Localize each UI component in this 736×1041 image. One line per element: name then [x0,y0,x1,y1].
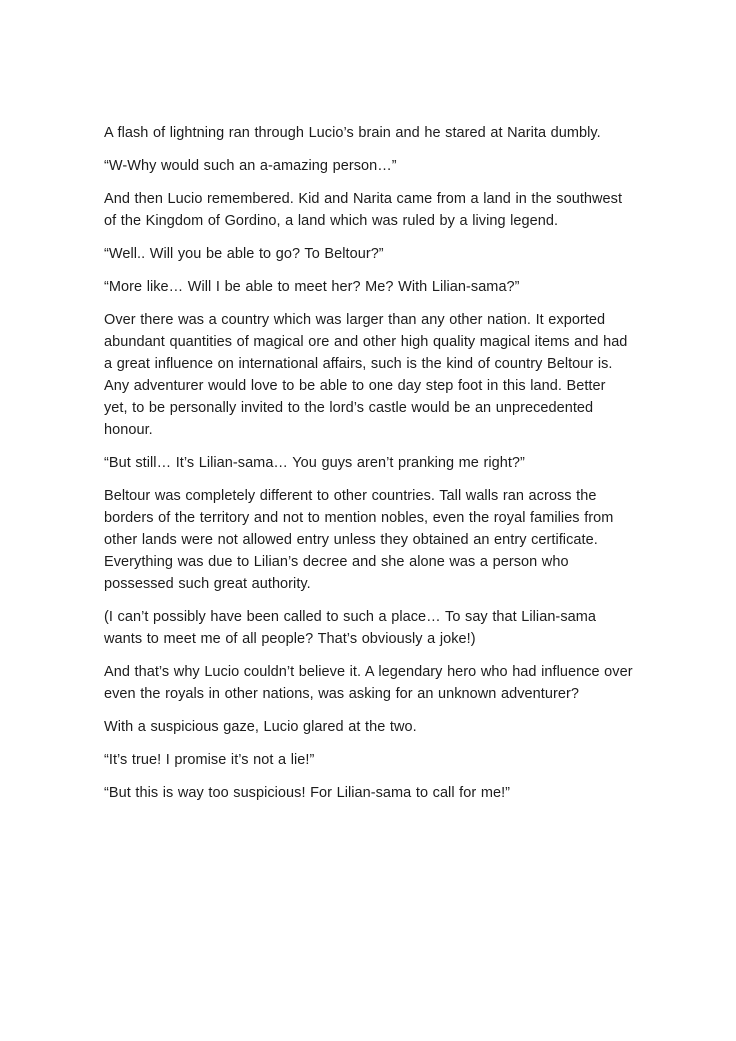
paragraph: Over there was a country which was larger than any other nation. It exported abundant quantities of magical ore and other high quality magical items and had a great influence on international affairs, such is the kind of country Beltour is. Any adventurer would love to be able to one day step foot in this land. Better yet, to be personally invited to the lord’s castle would be an unprecedented honour. [104,312,628,438]
text-block [104,122,633,815]
paragraph: Beltour was completely different to other countries. Tall walls ran across the borders of the territory and not to mention nobles, even the royal families from other lands were not allowed entry unless they obtained an entry certificate. Everything was due to Lilian’s decree and she alone was a person who possessed such great authority. [104,488,614,592]
paragraph: “But this is way too suspicious! For Lilian-sama to call for me!” [104,785,511,801]
paragraph: “It’s true! I promise it’s not a lie!” [104,752,315,768]
paragraph: (I can’t possibly have been called to such a place… To say that Lilian-sama wants to meet me of all people? That’s obviously a joke!) [104,609,596,647]
paragraph: And then Lucio remembered. Kid and Narita came from a land in the southwest of the Kingdom of Gordino, a land which was ruled by a living legend. [104,191,623,229]
paragraph: “W-Why would such an a-amazing person…” [104,158,397,174]
paragraph: A flash of lightning ran through Lucio’s brain and he stared at Narita dumbly. [104,125,601,141]
paragraph: “More like… Will I be able to meet her? Me? With Lilian-sama?” [104,279,520,295]
paragraph: “But still… It’s Lilian-sama… You guys aren’t pranking me right?” [104,455,525,471]
paragraph: And that’s why Lucio couldn’t believe it. A legendary hero who had influence over even the royals in other nations, was asking for an unknown adventurer? [104,664,633,702]
paragraph: “Well.. Will you be able to go? To Beltour?” [104,246,384,262]
paragraph: With a suspicious gaze, Lucio glared at the two. [104,719,417,735]
